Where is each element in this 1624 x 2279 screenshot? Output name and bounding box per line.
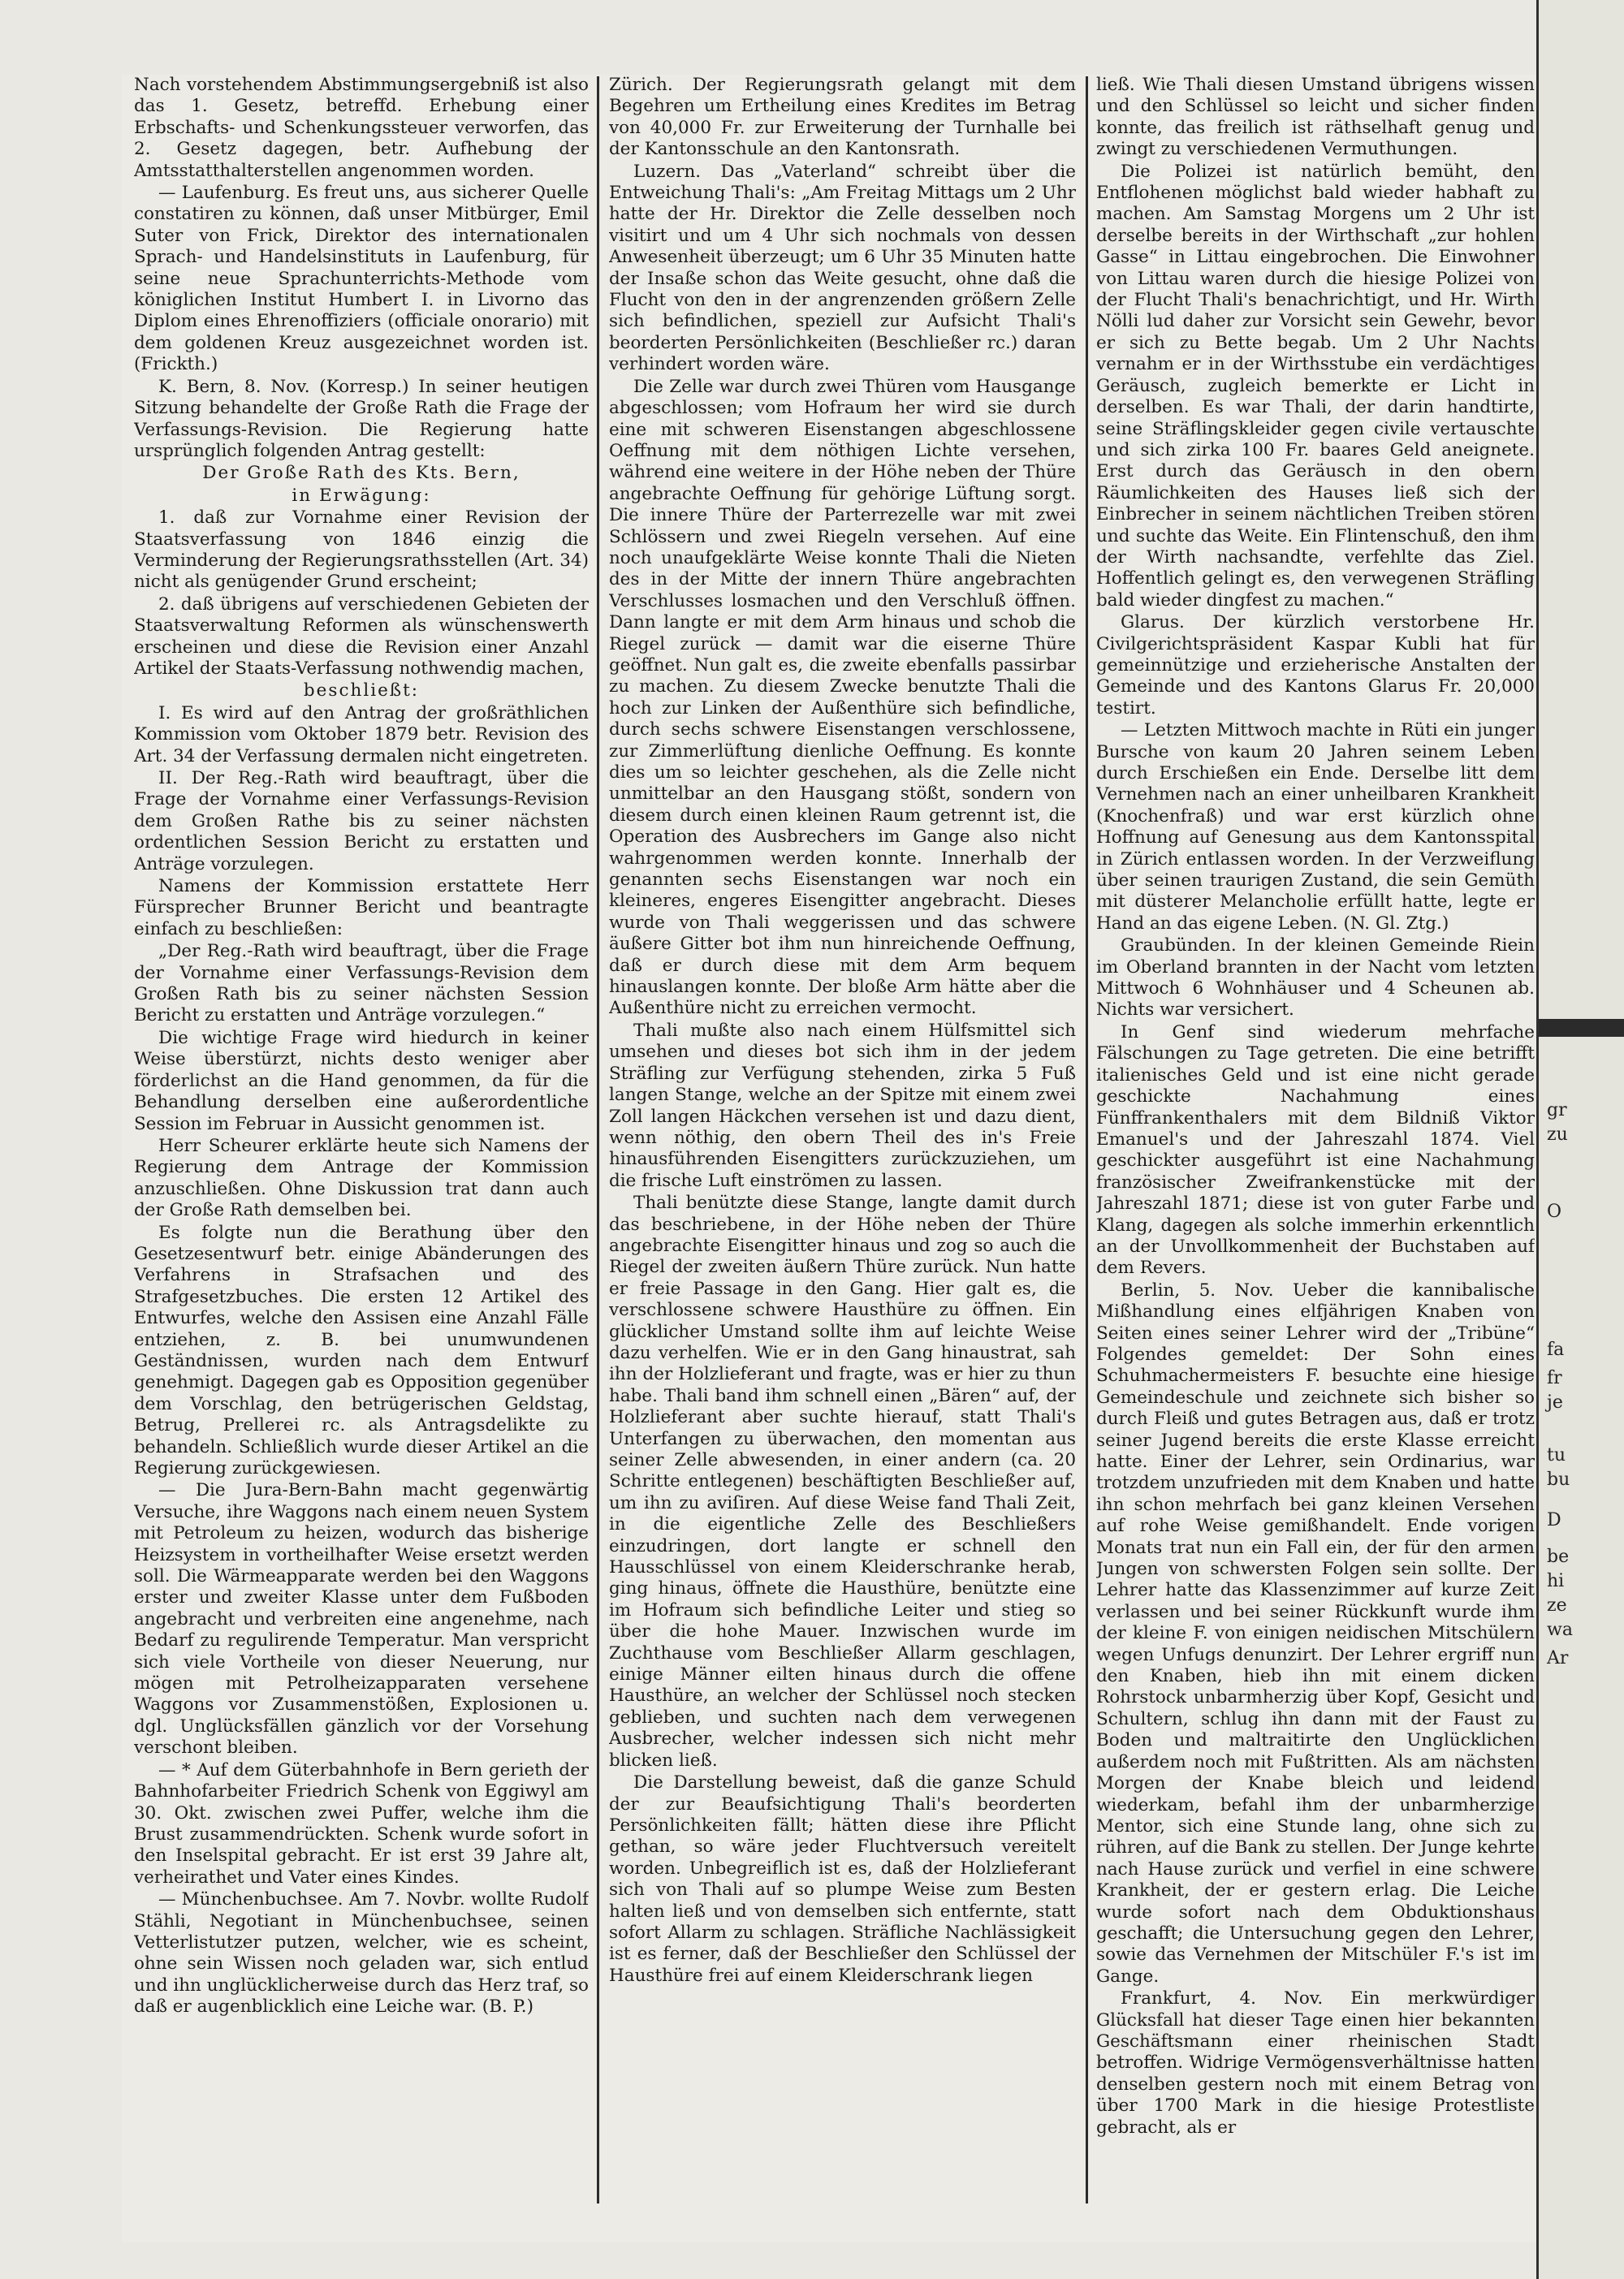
col1-paragraph: Nach vorstehendem Abstimmungsergebniß ist also das 1. Gesetz, betreffd. Erhebung einer Erbschafts- und Schenkungssteuer verworfen, das 2. Gesetz dagegen, betr. Aufhebung der Amtsstatthalterstellen angenommen worden. — [134, 75, 589, 181]
column-3 — [1096, 75, 1535, 2202]
col1-paragraph: — Münchenbuchsee. Am 7. Novbr. wollte Rudolf Stähli, Negotiant in Münchenbuchsee, seinen Vetterlistutzer putzen, welcher, wie es scheint, ohne sein Wissen noch geladen war, sich entlud und ihn unglücklicherweise durch das Herz traf, so daß er augenblicklich eine Leiche war. (B. P.) — [134, 1889, 589, 2018]
col3-paragraph: ließ. Wie Thali diesen Umstand übrigens wissen und den Schlüssel so leicht und sicher finden konnte, das freilich ist räthselhaft genug und zwingt zu verschiedenen Vermuthungen. — [1096, 75, 1535, 160]
col1-paragraph: — Laufenburg. Es freut uns, aus sicherer Quelle constatiren zu können, daß unser Mitbürger, Emil Suter von Frick, Direktor des internationalen Sprach- und Handelsinstituts in Laufenburg, für seine neue Sprachunterrichts-Methode vom königlichen Institut Humbert I. in Livorno das Diplom eines Ehrenoffiziers (officiale onorario) mit dem goldenen Kreuz ausgezeichnet worden ist. (Frickth.) — [134, 183, 589, 375]
col1-paragraph: Es folgte nun die Berathung über den Gesetzesentwurf betr. einige Abänderungen des Verfahrens in Strafsachen und des Strafgesetzbuches. Die ersten 12 Artikel des Entwurfes, welche den Assisen eine Anzahl Fälle entziehen, z. B. bei unumwundenen Geständnissen, wurden nach dem Entwurf genehmigt. Dagegen gab es Opposition gegenüber dem Vorschlag, den betrügerischen Geldstag, Betrug, Prellerei rc. als Antragsdelikte zu behandeln. Schließlich wurde dieser Artikel an die Regierung zurückgewiesen. — [134, 1222, 589, 1478]
edge-fragment: O — [1547, 1202, 1562, 1222]
col1-paragraph: — Die Jura-Bern-Bahn macht gegenwärtig Versuche, ihre Waggons nach einem neuen System mit Petroleum zu heizen, wodurch das bisherige Heizsystem in vortheilhafter Weise ersetzt werden soll. Die Wärmeapparate werden bei den Waggons erster und zweiter Klasse unter dem Fußboden angebracht und verbreiten eine angenehme, nach Bedarf zu regulirende Temperatur. Man verspricht sich viele Vortheile von dieser Neuerung, nur mögen mit Petrolheizapparaten versehene Waggons vor Zusammenstößen, Explosionen u. dgl. Unglücksfällen gänzlich vor der Vorsehung verschont bleiben. — [134, 1480, 589, 1759]
newspaper-page — [122, 75, 1539, 2242]
edge-black-bar — [1539, 1019, 1624, 1037]
column-rule-1 — [597, 76, 599, 2203]
col1-paragraph: 1. daß zur Vornahme einer Revision der Staatsverfassung von 1846 einzig die Verminderung der Regierungsrathsstellen (Art. 34) nicht als genügender Grund erscheint; — [134, 507, 589, 593]
col1-paragraph: Namens der Kommission erstattete Herr Fürsprecher Brunner Bericht und beantragte einfach zu beschließen: — [134, 876, 589, 939]
edge-fragment: ze — [1547, 1595, 1567, 1616]
column-2 — [609, 75, 1076, 2202]
col2-paragraph: Thali mußte also nach einem Hülfsmittel sich umsehen und dieses bot sich ihm in der jedem Sträfling zur Verfügung stehenden, zirka 5 Fuß langen Stange, welche an der Spitze mit einem zwei Zoll langen Häckchen versehen ist und dazu dient, wenn nöthig, den obern Theil des in's Freie hinausführenden Eisengitters zurückzuziehen, um die frische Luft einströmen zu lassen. — [609, 1020, 1076, 1191]
col3-paragraph: Die Polizei ist natürlich bemüht, den Entflohenen möglichst bald wieder habhaft zu machen. Am Samstag Morgens um 2 Uhr ist derselbe bereits in der Wirthschaft „zur hohlen Gasse“ in Littau eingebrochen. Die Einwohner von Littau waren durch die hiesige Polizei von der Flucht Thali's benachrichtigt, und Hr. Wirth Nölli lud daher zur Vorsicht sein Gewehr, bevor er sich zu Bette begab. Um 2 Uhr Nachts vernahm er in der Wirthsstube ein verdächtiges Geräusch, zugleich bemerkte er Licht in derselben. Es war Thali, der darin handtirte, seine Sträflingskleider gegen civile vertauschte und sich zirka 100 Fr. baares Geld aneignete. Erst durch das Geräusch in den obern Räumlichkeiten des Hauses ließ sich der Einbrecher in seinem nächtlichen Treiben stören und suchte das Weite. Ein Flintenschuß, den ihm der Wirth nachsandte, verfehlte das Ziel. Hoffentlich gelingt es, den verwegenen Sträfling bald wieder dingfest zu machen.“ — [1096, 161, 1535, 611]
col1-paragraph: K. Bern, 8. Nov. (Korresp.) In seiner heutigen Sitzung behandelte der Große Rath die Frage der Verfassungs-Revision. Die Regierung hatte ursprünglich folgenden Antrag gestellt: — [134, 376, 589, 461]
edge-fragment: fr — [1547, 1368, 1562, 1388]
edge-fragment: Ar — [1547, 1648, 1569, 1668]
col1-paragraph: 2. daß übrigens auf verschiedenen Gebieten der Staatsverwaltung Reformen als wünschenswerth erscheinen und diese die Revision einer Anzahl Artikel der Staats-Verfassung nothwendig machen, — [134, 593, 589, 679]
col3-paragraph: Frankfurt, 4. Nov. Ein merkwürdiger Glücksfall hat dieser Tage einen hier bekannten Geschäftsmann einer rheinischen Stadt betroffen. Widrige Vermögensverhältnisse hatten denselben gestern noch mit einem Betrag von über 1700 Mark in die hiesige Protestliste gebracht, als er — [1096, 1988, 1535, 2138]
col1-paragraph: Die wichtige Frage wird hiedurch in keiner Weise überstürzt, nichts desto weniger aber förderlichst an die Hand genommen, da für die Behandlung derselben eine außerordentliche Session im Februar in Aussicht genommen ist. — [134, 1027, 589, 1134]
col2-paragraph: Luzern. Das „Vaterland“ schreibt über die Entweichung Thali's: „Am Freitag Mittags um 2 Uhr hatte der Hr. Direktor die Zelle desselben noch visitirt und um 4 Uhr sich nochmals von dessen Anwesenheit überzeugt; um 6 Uhr 35 Minuten hatte der Insaße schon das Weite gesucht, ohne daß die Flucht von den in der angrenzenden größern Zelle sich befindlichen, speziell zur Aufsicht Thali's beorderten Persönlichkeiten (Beschließer rc.) daran verhindert worden wäre. — [609, 161, 1076, 375]
col3-paragraph: In Genf sind wiederum mehrfache Fälschungen zu Tage getreten. Die eine betrifft italienisches Geld und ist eine nicht gerade geschickte Nachahmung eines Fünffrankenthalers mit dem Bildniß Viktor Emanuel's und der Jahreszahl 1874. Viel geschickter ausgeführt ist eine Nachahmung französischer Zweifrankenstücke mit der Jahreszahl 1871; diese ist von guter Farbe und Klang, dagegen als solche immerhin erkenntlich an der Unvollkommenheit der Buchstaben auf dem Revers. — [1096, 1021, 1535, 1279]
edge-fragment: D — [1547, 1510, 1561, 1530]
col3-paragraph: Berlin, 5. Nov. Ueber die kannibalische Mißhandlung eines elfjährigen Knaben von Seiten eines seiner Lehrer wird der „Tribüne“ Folgendes gemeldet: Der Sohn eines Schuhmachermeisters F. besuchte eine hiesige Gemeindeschule und zeichnete sich bisher so durch Fleiß und gutes Betragen aus, daß er trotz seiner Jugend bereits die erste Klasse erreicht hatte. Einer der Lehrer, sein Ordinarius, war trotzdem unzufrieden mit dem Knaben und hatte ihn schon mehrfach bei ganz kleinen Versehen auf rohe Weise gemißhandelt. Ende vorigen Monats trat nun ein Fall ein, der für den armen Jungen von schwersten Folgen sein sollte. Der Lehrer hatte das Klassenzimmer auf kurze Zeit verlassen und bei seiner Rückkunft wurde ihm der kleine F. von einigen neidischen Mitschülern wegen Unfugs denunzirt. Der Lehrer ergriff nun den Knaben, hieb ihn mit einem dicken Rohrstock unbarmherzig über Kopf, Gesicht und Schultern, schlug ihn dann mit der Faust zu Boden und maltraitirte den Unglücklichen außerdem noch mit Fußtritten. Als am nächsten Morgen der Knabe bleich und leidend wiederkam, befahl ihm der unbarmherzige Mentor, sich eine Stunde lang, ohne sich zu rühren, auf die Bank zu stellen. Der Junge kehrte nach Hause zurück und verfiel in eine schwere Krankheit, der er gestern erlag. Die Leiche wurde sofort nach dem Obduktionshaus geschafft; die Untersuchung gegen den Lehrer, sowie das Vernehmen der Mitschüler F.'s ist im Gange. — [1096, 1280, 1535, 1987]
edge-fragment: be — [1547, 1547, 1570, 1567]
col1-paragraph: beschließt: — [303, 680, 420, 701]
col3-paragraph: — Letzten Mittwoch machte in Rüti ein junger Bursche von kaum 20 Jahren seinem Leben durch Erschießen ein Ende. Derselbe litt dem Vernehmen nach an einer unheilbaren Krankheit (Knochenfraß) und war erst kürzlich ohne Hoffnung auf Genesung aus dem Kantonsspital in Zürich entlassen worden. In der Verzweiflung über seinen traurigen Zustand, die sein Gemüth mit düsterer Melancholie erfüllt hatte, legte er Hand an das eigene Leben. (N. Gl. Ztg.) — [1096, 720, 1535, 934]
edge-fragment: tu — [1547, 1445, 1566, 1465]
edge-fragment: bu — [1547, 1470, 1570, 1490]
column-1 — [134, 75, 589, 2202]
col2-paragraph: Die Darstellung beweist, daß die ganze Schuld der zur Beaufsichtigung Thali's beorderten Persönlichkeiten fällt; hätten diese ihre Pflicht gethan, so wäre jeder Fluchtversuch vereitelt worden. Unbegreiflich ist es, daß der Holzlieferant sich von Thali auf so plumpe Weise zum Besten halten ließ und von demselben sich entfernte, statt sofort Allarm zu schlagen. Sträfliche Nachlässigkeit ist es ferner, daß der Beschließer den Schlüssel der Hausthüre frei auf einem Kleiderschrank liegen — [609, 1772, 1076, 1986]
edge-fragment: je — [1547, 1392, 1563, 1413]
col2-paragraph: Thali benützte diese Stange, langte damit durch das beschriebene, in der Höhe neben der Thüre angebrachte Eisengitter hinaus und zog so auch die Riegel der zweiten äußern Thüre zurück. Nun hatte er freie Passage in den Gang. Hier galt es, die verschlossene schwere Hausthüre zu öffnen. Ein glücklicher Umstand sollte ihm auf leichte Weise dazu verhelfen. Wie er in den Gang hinaustrat, sah ihn der Holzlieferant und fragte, was er hier zu thun habe. Thali band ihm schnell einen „Bären“ auf, der Holzlieferant aber suchte hierauf, statt Thali's Unterfangen zu überwachen, den momentan aus seiner Zelle abwesenden, in einer andern (ca. 20 Schritte entlegenen) beschäftigten Beschließer auf, um ihn zu aviſiren. Auf diese Weise fand Thali Zeit, in die eigentliche Zelle des Beschließers einzudringen, dort langte er schnell den Hausschlüssel von einem Kleiderschranke herab, ging hinaus, öffnete die Hausthüre, benützte eine im Hofraum sich befindliche Leiter und stieg so über die hohe Mauer. Inzwischen wurde im Zuchthause vom Beschließer Allarm geschlagen, einige Männer eilten hinaus durch die offene Hausthüre, an welcher der Schlüssel noch stecken geblieben, und suchten nach dem verwegenen Ausbrecher, welcher indessen sich nicht mehr blicken ließ. — [609, 1193, 1076, 1771]
col1-paragraph: Herr Scheurer erklärte heute sich Namens der Regierung dem Antrage der Kommission anzuschließen. Ohne Diskussion trat dann auch der Große Rath demselben bei. — [134, 1135, 589, 1221]
col1-paragraph: I. Es wird auf den Antrag der großräthlichen Kommission vom Oktober 1879 betr. Revision des Art. 34 der Verfassung dermalen nicht eingetreten. — [134, 702, 589, 766]
column-rule-2 — [1086, 76, 1088, 2203]
col2-paragraph: Die Zelle war durch zwei Thüren vom Hausgange abgeschlossen; vom Hofraum her wird sie durch eine mit schweren Eisenstangen abgeschlossene Oeffnung mit dem nöthigen Lichte versehen, während eine weitere in der Höhe neben der Thüre angebrachte Oeffnung für gehörige Lüftung sorgt. Die innere Thüre der Parterrezelle war mit zwei Schlössern und zwei Riegeln versehen. Auf eine noch unaufgeklärte Weise konnte Thali die Nieten des in der Mitte der innern Thüre angebrachten Verschlusses losmachen und den Verschluß öffnen. Dann langte er mit dem Arm hinaus und schob die Riegel zurück — damit war die eiserne Thüre geöffnet. Nun galt es, die zweite ebenfalls passirbar zu machen. Zu diesem Zwecke benutzte Thali die hoch zur Linken der Außenthüre sich befindliche, durch sechs schwere Eisenstangen verschlossene, zur Zimmerlüftung dienliche Oeffnung. Es konnte dies um so leichter geschehen, als die Zelle nicht unmittelbar an den Hausgang stößt, sondern von diesem durch einen kleinen Raum getrennt ist, die Operation des Ausbrechers im Gange also nicht wahrgenommen werden konnte. Innerhalb der genannten sechs Eisenstangen war noch ein kleineres, engeres Eisengitter angebracht. Dieses wurde von Thali weggerissen und das schwere äußere Gitter bot ihm nun hinreichende Oeffnung, daß er durch diese mit dem Arm bequem hinauslangen konnte. Der bloße Arm hätte aber die Außenthüre nicht zu erreichen vermocht. — [609, 376, 1076, 1019]
col3-paragraph: Graubünden. In der kleinen Gemeinde Riein im Oberland brannten in der Nacht vom letzten Mittwoch 6 Wohnhäuser und 4 Scheunen ab. Nichts war versichert. — [1096, 935, 1535, 1021]
edge-fragment: zu — [1547, 1124, 1568, 1145]
col3-paragraph: Glarus. Der kürzlich verstorbene Hr. Civilgerichtspräsident Kaspar Kubli hat für gemeinnützige und erzieherische Anstalten der Gemeinde und des Kantons Glarus Fr. 20,000 testirt. — [1096, 612, 1535, 719]
adjacent-page-edge — [1536, 0, 1624, 2279]
edge-fragment: fa — [1547, 1340, 1565, 1360]
col1-paragraph: — * Auf dem Güterbahnhofe in Bern gerieth der Bahnhofarbeiter Friedrich Schenk von Eggiwyl am 30. Okt. zwischen zwei Puffer, welche ihm die Brust zusammendrückten. Schenk wurde sofort in den Inselspital gebracht. Er ist erst 39 Jahre alt, verheirathet und Vater eines Kindes. — [134, 1759, 589, 1888]
col2-paragraph: Zürich. Der Regierungsrath gelangt mit dem Begehren um Ertheilung eines Kredites im Betrag von 40,000 Fr. zur Erweiterung der Turnhalle bei der Kantonsschule an den Kantonsrath. — [609, 75, 1076, 160]
col1-paragraph: Der Große Rath des Kts. Bern, — [202, 463, 520, 484]
edge-fragment: wa — [1547, 1620, 1573, 1640]
col1-paragraph: II. Der Reg.-Rath wird beauftragt, über die Frage der Vornahme einer Verfassungs-Revision dem Großen Rathe bis zu seiner nächsten ordentlichen Session Bericht zu erstatten und Anträge vorzulegen. — [134, 768, 589, 874]
edge-fragment: hi — [1547, 1571, 1565, 1591]
col1-paragraph: in Erwägung: — [292, 485, 431, 506]
col1-paragraph: „Der Reg.-Rath wird beauftragt, über die Frage der Vornahme einer Verfassungs-Revision dem Großen Rath bis zu seiner nächsten Session Bericht zu erstatten und Anträge vorzulegen.“ — [134, 941, 589, 1026]
edge-fragment: gr — [1547, 1100, 1567, 1120]
